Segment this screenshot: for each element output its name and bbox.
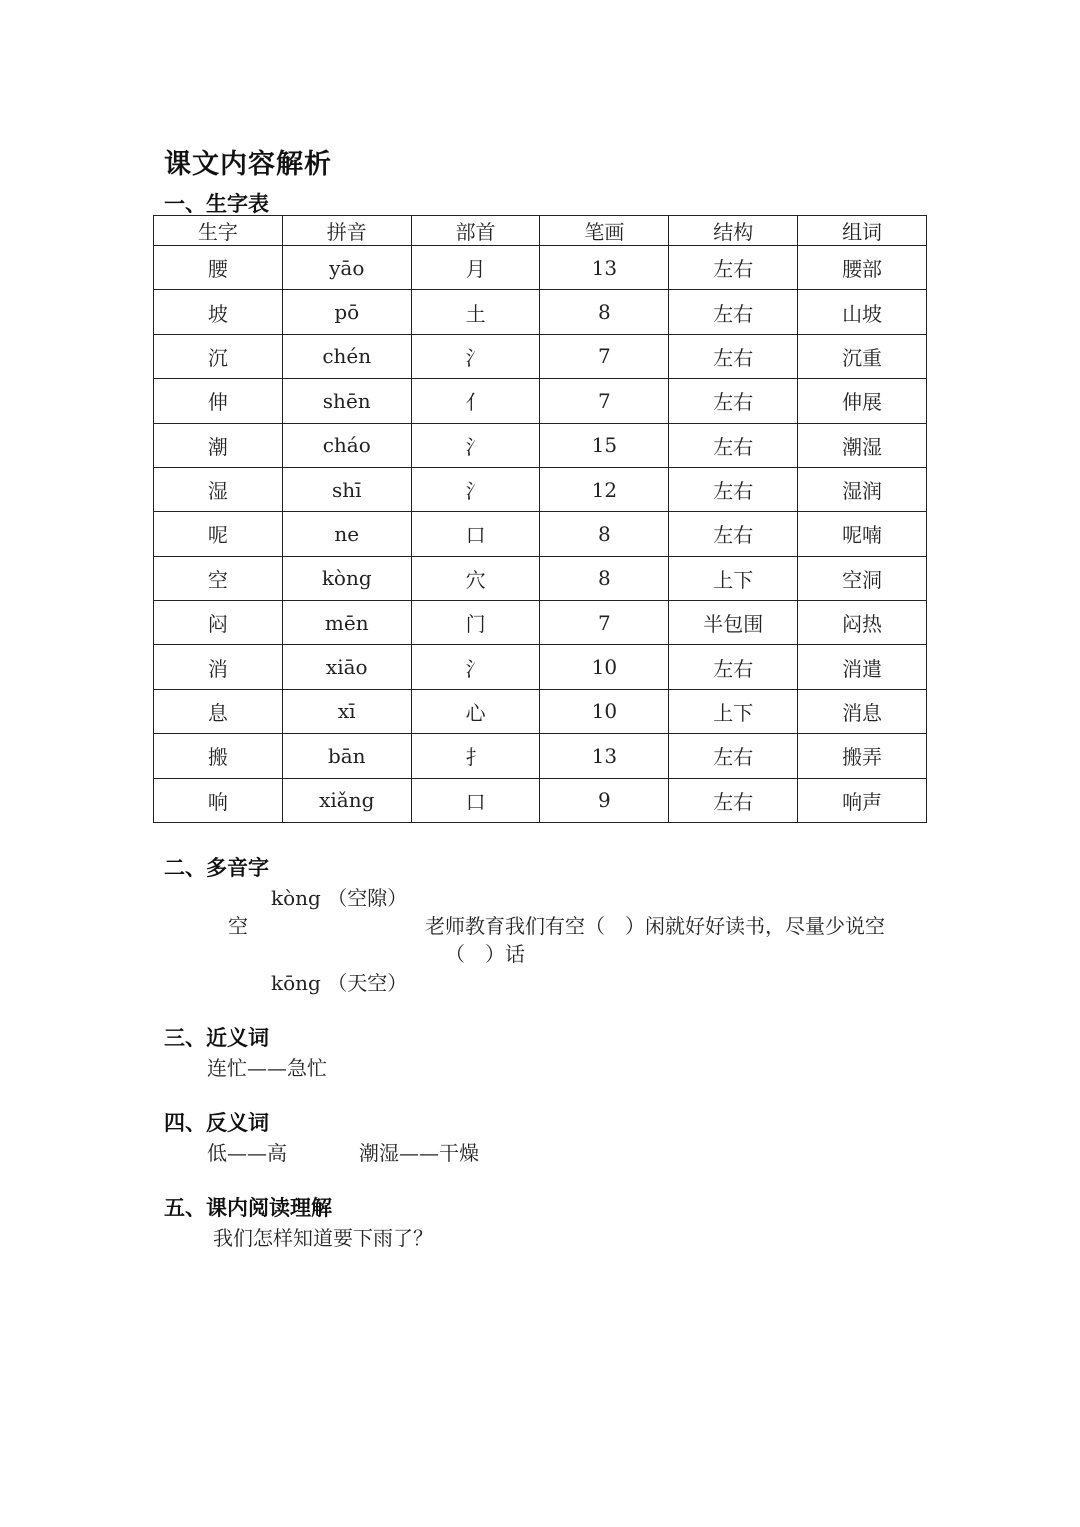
table-cell: 左右 xyxy=(669,512,798,556)
table-header-cell: 生字 xyxy=(154,216,283,246)
section-heading-antonyms: 四、反义词 xyxy=(164,1111,269,1135)
table-row xyxy=(154,379,927,423)
table-cell: 左右 xyxy=(669,334,798,378)
polyphonic-reading-1: kòng （空隙） xyxy=(271,886,408,910)
table-row xyxy=(154,778,927,823)
table-cell: 氵 xyxy=(411,334,540,378)
table-cell: 消 xyxy=(154,645,283,689)
table-cell: cháo xyxy=(282,423,411,467)
table-cell: 伸展 xyxy=(798,379,927,423)
table-cell: 心 xyxy=(411,689,540,733)
section-heading-polyphonic: 二、多音字 xyxy=(164,856,269,880)
table-cell: 左右 xyxy=(669,734,798,778)
table-row xyxy=(154,290,927,334)
table-cell: 13 xyxy=(540,734,669,778)
table-cell: 左右 xyxy=(669,423,798,467)
table-cell: 10 xyxy=(540,689,669,733)
table-cell: 口 xyxy=(411,778,540,823)
table-row xyxy=(154,556,927,600)
table-cell: 搬弄 xyxy=(798,734,927,778)
polyphonic-sentence-line2: （ ）话 xyxy=(445,942,525,966)
table-cell: 空洞 xyxy=(798,556,927,600)
table-header-cell: 结构 xyxy=(669,216,798,246)
table-header-cell: 笔画 xyxy=(540,216,669,246)
table-header-cell: 拼音 xyxy=(282,216,411,246)
table-cell: 沉 xyxy=(154,334,283,378)
synonym-pair: 连忙——急忙 xyxy=(207,1056,327,1080)
table-cell: 氵 xyxy=(411,467,540,511)
table-cell: shī xyxy=(282,467,411,511)
polyphonic-char: 空 xyxy=(228,914,248,938)
table-cell: 上下 xyxy=(669,556,798,600)
table-cell: mēn xyxy=(282,601,411,645)
table-cell: 左右 xyxy=(669,290,798,334)
table-row xyxy=(154,423,927,467)
table-cell: 口 xyxy=(411,512,540,556)
table-header-cell: 组词 xyxy=(798,216,927,246)
table-cell: chén xyxy=(282,334,411,378)
table-cell: 腰部 xyxy=(798,246,927,290)
table-cell: 空 xyxy=(154,556,283,600)
table-cell: 10 xyxy=(540,645,669,689)
table-header-cell: 部首 xyxy=(411,216,540,246)
table-cell: 上下 xyxy=(669,689,798,733)
table-cell: 8 xyxy=(540,556,669,600)
table-cell: 8 xyxy=(540,290,669,334)
table-cell: 半包围 xyxy=(669,601,798,645)
table-cell: 潮湿 xyxy=(798,423,927,467)
table-row xyxy=(154,246,927,290)
table-cell: kòng xyxy=(282,556,411,600)
table-row xyxy=(154,689,927,733)
table-cell: 左右 xyxy=(669,246,798,290)
table-cell: 呢喃 xyxy=(798,512,927,556)
table-cell: 左右 xyxy=(669,379,798,423)
reading-question: 我们怎样知道要下雨了？ xyxy=(213,1226,433,1250)
table-cell: 响 xyxy=(154,778,283,823)
table-cell: 伸 xyxy=(154,379,283,423)
table-row xyxy=(154,601,927,645)
table-cell: 左右 xyxy=(669,467,798,511)
table-row xyxy=(154,334,927,378)
table-cell: 12 xyxy=(540,467,669,511)
table-cell: xī xyxy=(282,689,411,733)
table-row xyxy=(154,467,927,511)
table-cell: xiǎng xyxy=(282,778,411,823)
section-heading-synonyms: 三、近义词 xyxy=(164,1026,269,1050)
table-cell: 闷 xyxy=(154,601,283,645)
vocabulary-table xyxy=(153,215,927,823)
table-row xyxy=(154,512,927,556)
antonym-pair-1: 低——高 xyxy=(207,1141,287,1165)
polyphonic-reading-2: kōng （天空） xyxy=(271,971,408,995)
antonym-pair-2: 潮湿——干燥 xyxy=(359,1141,479,1165)
table-cell: 土 xyxy=(411,290,540,334)
table-cell: 息 xyxy=(154,689,283,733)
table-cell: 湿 xyxy=(154,467,283,511)
table-cell: 腰 xyxy=(154,246,283,290)
table-cell: 7 xyxy=(540,379,669,423)
table-cell: 7 xyxy=(540,601,669,645)
section-heading-vocabulary-table: 一、生字表 xyxy=(164,192,269,216)
table-cell: 亻 xyxy=(411,379,540,423)
table-cell: yāo xyxy=(282,246,411,290)
table-header-row xyxy=(154,216,927,246)
table-cell: 山坡 xyxy=(798,290,927,334)
table-cell: 搬 xyxy=(154,734,283,778)
table-cell: 闷热 xyxy=(798,601,927,645)
table-cell: xiāo xyxy=(282,645,411,689)
table-cell: 扌 xyxy=(411,734,540,778)
table-cell: 呢 xyxy=(154,512,283,556)
table-cell: 15 xyxy=(540,423,669,467)
table-row xyxy=(154,734,927,778)
table-cell: 响声 xyxy=(798,778,927,823)
table-cell: 消遣 xyxy=(798,645,927,689)
table-cell: 左右 xyxy=(669,645,798,689)
table-cell: 左右 xyxy=(669,778,798,823)
table-cell: 13 xyxy=(540,246,669,290)
table-cell: ne xyxy=(282,512,411,556)
table-cell: 7 xyxy=(540,334,669,378)
table-cell: 门 xyxy=(411,601,540,645)
table-cell: shēn xyxy=(282,379,411,423)
table-cell: 月 xyxy=(411,246,540,290)
table-cell: 坡 xyxy=(154,290,283,334)
table-cell: 湿润 xyxy=(798,467,927,511)
table-cell: 沉重 xyxy=(798,334,927,378)
table-cell: 穴 xyxy=(411,556,540,600)
polyphonic-sentence-line1: 老师教育我们有空（ ）闲就好好读书，尽量少说空 xyxy=(425,914,885,938)
table-cell: 潮 xyxy=(154,423,283,467)
section-heading-reading: 五、课内阅读理解 xyxy=(164,1196,332,1220)
table-cell: 氵 xyxy=(411,423,540,467)
table-cell: 消息 xyxy=(798,689,927,733)
table-row xyxy=(154,645,927,689)
table-cell: bān xyxy=(282,734,411,778)
table-cell: 8 xyxy=(540,512,669,556)
table-cell: 9 xyxy=(540,778,669,823)
table-cell: pō xyxy=(282,290,411,334)
table-cell: 氵 xyxy=(411,645,540,689)
page-title: 课文内容解析 xyxy=(164,149,332,180)
